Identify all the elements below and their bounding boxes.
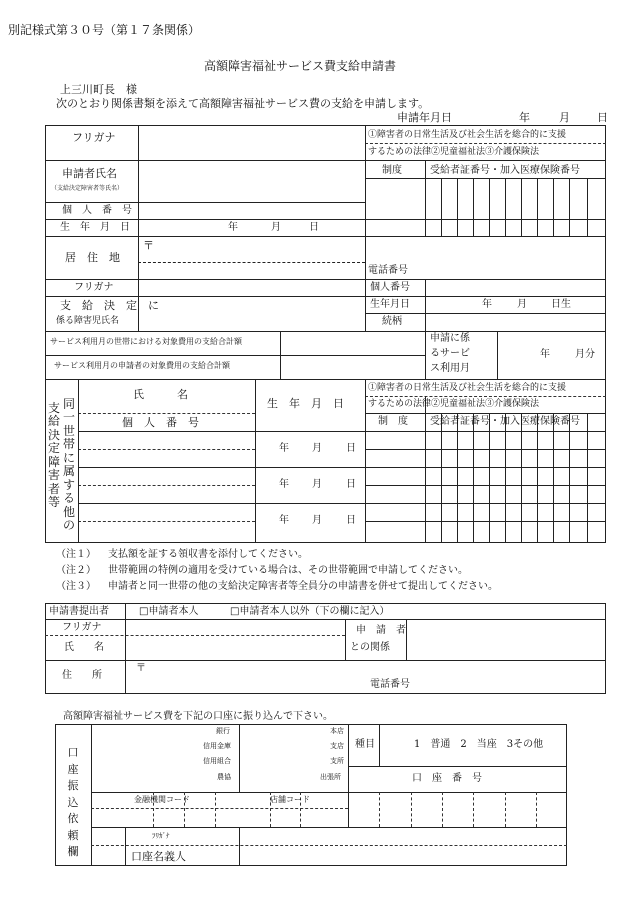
- row-year-unit: 年: [279, 515, 289, 526]
- submitter-phone-label: 電話番号: [370, 679, 410, 690]
- account-holder-label: 口座名義人: [131, 850, 186, 863]
- bank-name-field[interactable]: [93, 726, 201, 790]
- household-mynumber-label: 個 人 番 号: [122, 416, 199, 429]
- postal-mark: 〒: [143, 239, 154, 252]
- relation-label: 続柄: [382, 316, 402, 327]
- household-law-note-line2: するための法律②児童福祉法③介護保険法: [368, 399, 540, 409]
- household-total-label: サービス利用月の世帯における対象費用の支給合計額: [50, 337, 242, 346]
- branch-type-honten: 本店: [330, 727, 344, 735]
- row-day-unit: 日: [346, 515, 356, 526]
- page-title: 高額障害福祉サービス費支給申請書: [204, 59, 397, 73]
- applicant-name-field[interactable]: [140, 162, 362, 200]
- branch-type-shiten: 支店: [330, 742, 344, 750]
- service-month-unit: 月分: [575, 349, 595, 360]
- household-total-field[interactable]: [282, 333, 423, 353]
- inst-type-bank: 銀行: [216, 727, 230, 735]
- inst-type-shinkumi: 信用組合: [203, 757, 231, 765]
- holder-furigana-label: ﾌﾘｶﾞﾅ: [152, 832, 170, 840]
- decision-label-2: 係る障害児氏名: [56, 316, 120, 326]
- household-vertical-label-left: 支 給 決 定 障 害 者 等: [47, 401, 60, 510]
- note-label: （注１）: [56, 549, 96, 560]
- submitter-self-option[interactable]: □申請者本人: [139, 606, 199, 617]
- applicant-name-label: 申請者氏名: [62, 167, 117, 180]
- birth-year-unit: 年: [228, 222, 238, 233]
- service-month-label-1: 申請に係: [430, 333, 470, 344]
- intro-text: 次のとおり関係書類を添えて高額障害福祉サービス費の支給を申請します。: [56, 97, 430, 110]
- branch-type-shucchojo: 出張所: [320, 773, 341, 781]
- child-birth-month-unit: 月: [517, 299, 527, 310]
- child-birth-year-unit: 年: [482, 299, 492, 310]
- note-text: 支払額を証する領収書を添付してください。: [108, 549, 308, 560]
- account-number-label: 口 座 番 号: [412, 773, 482, 784]
- bank-instruction: 高額障害福祉サービス費を下記の口座に振り込んで下さい。: [63, 711, 333, 722]
- household-birth-label: 生 年 月 日: [267, 397, 344, 410]
- row-month-unit: 月: [312, 479, 322, 490]
- service-month-label-2: るサービ: [430, 348, 470, 359]
- household-system-label: 制 度: [378, 416, 408, 427]
- decision-label-1: 支 給 決 定 に: [60, 299, 159, 312]
- phone-label: 電話番号: [368, 265, 408, 276]
- birth-month-unit: 月: [271, 222, 281, 233]
- child-furigana-label: フリガナ: [74, 282, 114, 293]
- inst-code-label: 金融機関コード: [134, 795, 190, 804]
- row-year-unit: 年: [279, 479, 289, 490]
- row-day-unit: 日: [346, 479, 356, 490]
- account-holder-field[interactable]: [241, 829, 565, 864]
- account-number-field[interactable]: [350, 794, 565, 825]
- row-year-unit: 年: [279, 443, 289, 454]
- address-label: 居 住 地: [65, 251, 120, 264]
- applicant-total-field[interactable]: [282, 357, 423, 377]
- branch-type-shisho: 支所: [330, 757, 344, 765]
- bank-side-label: 口 座 振 込 依 頼 欄: [67, 746, 79, 858]
- applicant-furigana-field[interactable]: [140, 127, 362, 158]
- note-text: 申請者と同一世帯の他の支給決定障害者等全員分の申請書を併せて提出してください。: [108, 581, 498, 592]
- child-mynumber-label: 個人番号: [370, 282, 410, 293]
- application-date-label: 申請年月日: [397, 111, 452, 124]
- service-year-unit: 年: [540, 349, 550, 360]
- applicant-birth-label: 生 年 月 日: [60, 222, 130, 233]
- branch-name-field[interactable]: [241, 726, 327, 790]
- child-birth-day-unit: 日生: [551, 299, 571, 310]
- law-note-line2: するための法律②児童福祉法③介護保険法: [368, 147, 540, 157]
- applicant-total-label: サービス利用月の申請者の対象費用の支給合計額: [54, 361, 230, 370]
- submitter-furigana-label: フリガナ: [62, 622, 102, 633]
- account-type-options[interactable]: 1 普通 2 当座 3その他: [414, 739, 544, 750]
- account-type-label: 種目: [355, 739, 375, 750]
- applicant-name-sublabel: （支給決定障害者等氏名）: [51, 185, 124, 192]
- date-day-unit: 日: [597, 111, 608, 124]
- submitter-address-field[interactable]: [127, 662, 604, 692]
- child-birth-label: 生年月日: [370, 299, 410, 310]
- child-name-field[interactable]: [140, 281, 362, 329]
- row-day-unit: 日: [346, 443, 356, 454]
- note-label: （注３）: [56, 581, 96, 592]
- service-month-label-3: ス利用月: [430, 363, 470, 374]
- inst-type-nokyo: 農協: [217, 773, 231, 781]
- household-name-label: 氏 名: [133, 388, 188, 401]
- note-text: 世帯範囲の特例の適用を受けている場合は、その世帯範囲で申請してください。: [108, 565, 468, 576]
- date-month-unit: 月: [559, 111, 570, 124]
- row-month-unit: 月: [312, 515, 322, 526]
- submitter-postal-mark: 〒: [136, 663, 146, 674]
- applicant-mynumber-label: 個 人 番 号: [62, 205, 132, 216]
- addressee: 上三川町長 様: [60, 83, 137, 96]
- submitter-relation-label-1: 申 請 者: [356, 625, 406, 636]
- submitter-name-field[interactable]: [127, 621, 343, 658]
- household-law-note-line1: ①障害者の日常生活及び社会生活を総合的に支援: [368, 383, 567, 393]
- household-insured-number-label: 受給者証番号・加入医療保険番号: [430, 416, 580, 427]
- inst-type-shinkin: 信用金庫: [203, 742, 231, 750]
- branch-code-label: 店舗コード: [270, 795, 310, 804]
- row-month-unit: 月: [312, 443, 322, 454]
- submitter-relation-label-2: との関係: [350, 642, 390, 653]
- applicant-mynumber-field[interactable]: [140, 204, 362, 217]
- submitter-relation-field[interactable]: [408, 621, 604, 658]
- applicant-furigana-label: フリガナ: [72, 131, 116, 144]
- form-number: 別記様式第３０号（第１７条関係）: [8, 23, 201, 37]
- household-vertical-label-right: 同 一 世 帯 に 属 す る 他 の: [62, 397, 75, 532]
- note-label: （注２）: [56, 565, 96, 576]
- birth-day-unit: 日: [309, 222, 319, 233]
- law-note-line1: ①障害者の日常生活及び社会生活を総合的に支援: [368, 130, 567, 140]
- insured-number-label: 受給者証番号・加入医療保険番号: [430, 165, 580, 176]
- system-label: 制度: [382, 165, 402, 176]
- date-year-unit: 年: [519, 111, 530, 124]
- submitter-address-label: 住 所: [62, 670, 102, 681]
- submitter-other-option[interactable]: □申請者本人以外（下の欄に記入）: [230, 606, 390, 617]
- submitter-name-label: 氏 名: [64, 642, 104, 653]
- submitter-label: 申請書提出者: [49, 606, 109, 617]
